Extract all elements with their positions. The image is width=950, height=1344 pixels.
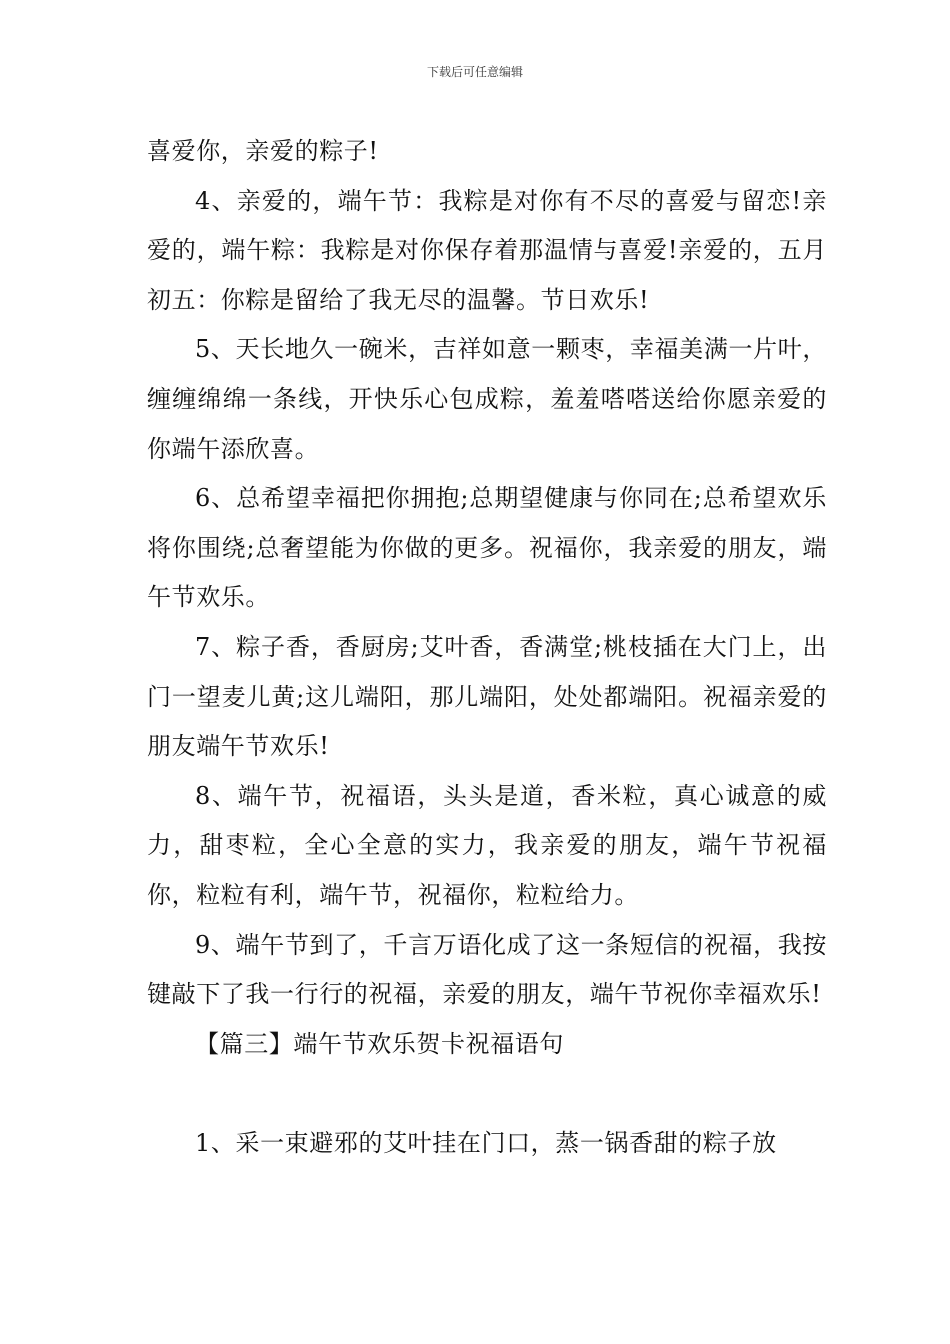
paragraph-item-4: 4、亲爱的，端午节：我粽是对你有不尽的喜爱与留恋!亲爱的，端午粽：我粽是对你保存着那温情与喜爱!亲爱的，五月初五：你粽是留给了我无尽的温馨。节日欢乐! xyxy=(147,186,827,314)
paragraph-item-5: 5、天长地久一碗米，吉祥如意一颗枣，幸福美满一片叶，缠缠绵绵一条线，开快乐心包成粽，羞羞嗒嗒送给你愿亲爱的你端午添欣喜。 xyxy=(147,335,827,463)
document-body xyxy=(147,127,827,1168)
section-paragraph-item-1: 1、采一束避邪的艾叶挂在门口，蒸一锅香甜的粽子放 xyxy=(195,1128,777,1157)
section-spacer xyxy=(147,1069,827,1119)
page-header: 下载后可任意编辑 xyxy=(426,65,523,79)
paragraph-continuation: 喜爱你，亲爱的粽子! xyxy=(147,137,379,165)
paragraph-item-9: 9、端午节到了，千言万语化成了这一条短信的祝福，我按键敲下了我一行行的祝福，亲爱的朋友，端午节祝你幸福欢乐! xyxy=(147,930,827,1009)
paragraph-item-7: 7、粽子香，香厨房;艾叶香，香满堂;桃枝插在大门上，出门一望麦儿黄;这儿端阳，那儿端阳，处处都端阳。祝福亲爱的朋友端午节欢乐! xyxy=(147,632,827,761)
section-title: 【篇三】端午节欢乐贺卡祝福语句 xyxy=(195,1029,564,1058)
paragraph-item-6: 6、总希望幸福把你拥抱;总期望健康与你同在;总希望欢乐将你围绕;总奢望能为你做的更多。祝福你，我亲爱的朋友，端午节欢乐。 xyxy=(147,484,827,612)
paragraph-item-8: 8、端午节，祝福语，头头是道，香米粒，真心诚意的威力，甜枣粒，全心全意的实力，我亲爱的朋友，端午节祝福你，粒粒有利，端午节，祝福你，粒粒给力。 xyxy=(147,781,827,909)
